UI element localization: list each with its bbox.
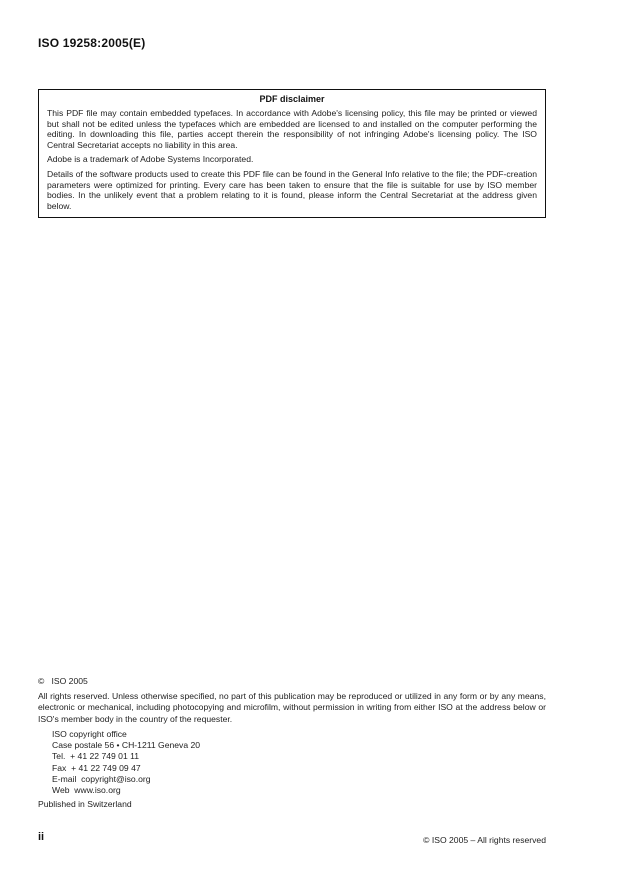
address-line-tel: Tel. + 41 22 749 01 11 [52, 751, 140, 762]
pdf-disclaimer-box [38, 89, 546, 218]
disclaimer-title: PDF disclaimer [259, 94, 325, 104]
copyright-year-line: © ISO 2005 [38, 676, 88, 686]
address-line-web: Web www.iso.org [52, 785, 121, 796]
disclaimer-paragraph-software-details: Details of the software products used to create this PDF file can be found in the General Info relative to the file; the PDF-creation parameters were optimized for printing. Every care has been taken to ensure that the file is suitable for use by ISO member bodies. In the unlikely event that a problem relating to it is found, please inform the Central Secretariat at the address given below. [47, 168, 537, 211]
copyright-section [38, 676, 546, 810]
iso-address-block [52, 729, 546, 797]
address-line-email: E-mail copyright@iso.org [52, 774, 151, 785]
disclaimer-paragraph-typefaces: This PDF file may contain embedded typefaces. In accordance with Adobe's licensing policy, this file may be printed or viewed but shall not be edited unless the typefaces which are embedded are licensed to and installed on the computer performing the editing. In downloading this file, parties accept therein the responsibility of not infringing Adobe's licensing policy. The ISO Central Secretariat accepts no liability in this area. [47, 108, 537, 150]
address-line-postal: Case postale 56 • CH-1211 Geneva 20 [52, 740, 201, 751]
document-number-header: ISO 19258:2005(E) [38, 36, 146, 50]
address-line-office: ISO copyright office [52, 728, 127, 739]
page-number: ii [38, 831, 45, 843]
footer-copyright-notice: © ISO 2005 – All rights reserved [423, 835, 546, 845]
address-line-fax: Fax + 41 22 749 09 47 [52, 762, 141, 773]
disclaimer-paragraph-adobe-trademark: Adobe is a trademark of Adobe Systems Incorporated. [47, 154, 254, 165]
published-line: Published in Switzerland [38, 798, 132, 809]
rights-reserved-paragraph: All rights reserved. Unless otherwise specified, no part of this publication may be reproduced or utilized in any form or by any means, electronic or mechanical, including photocopying and microfilm, without permission in writing from either ISO at the address below or ISO's member body in the country of the requester. [38, 691, 546, 724]
